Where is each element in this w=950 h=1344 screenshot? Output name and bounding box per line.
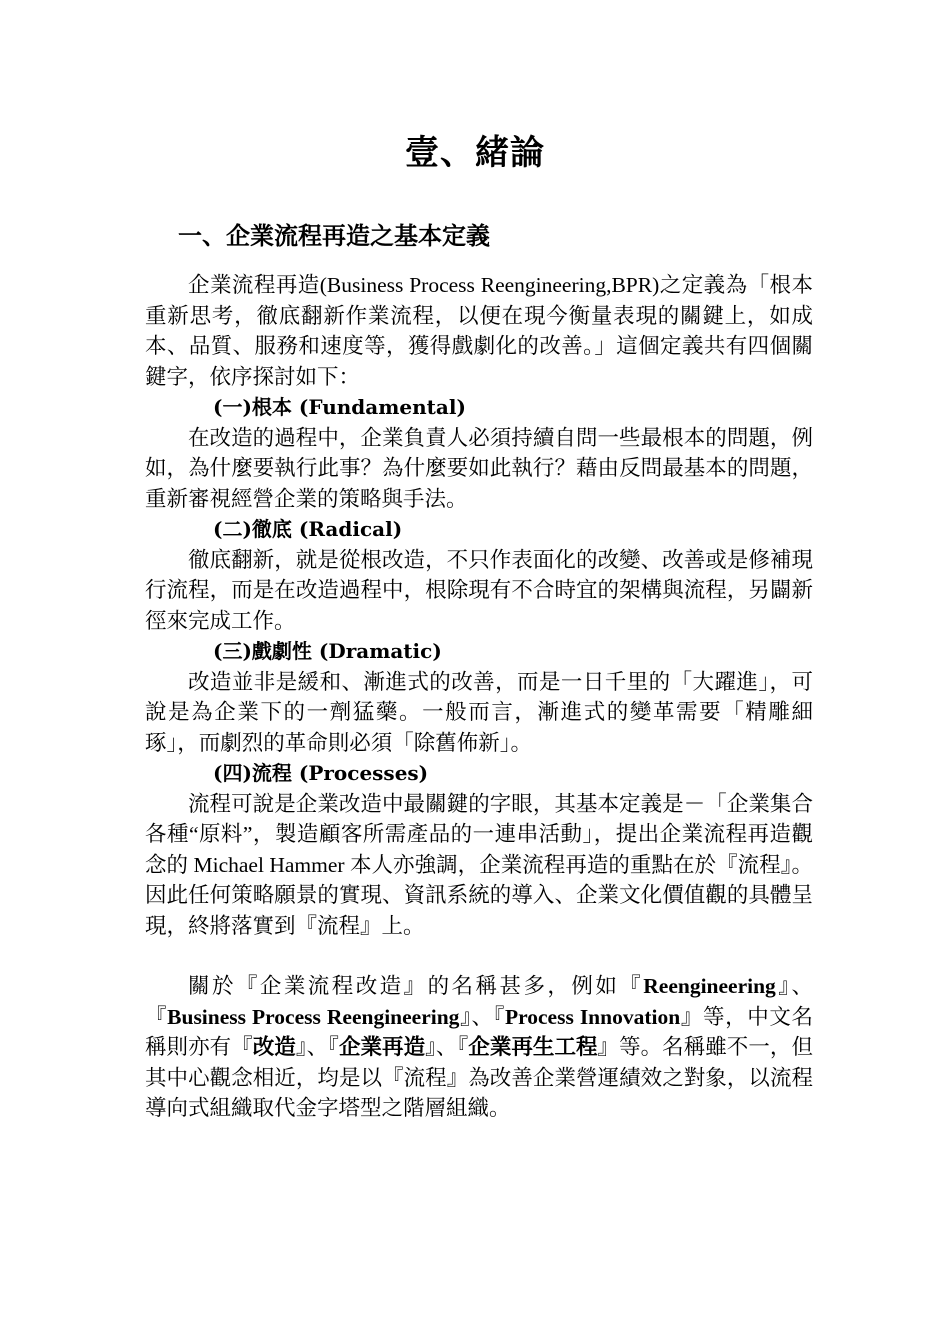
keyword-paragraph-fundamental: 在改造的過程中，企業負責人必須持續自問一些最根本的問題，例如，為什麼要執行此事？為什麼要如此執行？藉由反問最基本的問題，重新審視經營企業的策略與手法。 — [145, 425, 813, 511]
closing-term-bpr: Business Process Reengineering — [167, 1004, 460, 1029]
paragraph-gap — [145, 941, 813, 971]
closing-term-gaizao: 改造 — [252, 1035, 296, 1059]
keyword-paragraph-radical: 徹底翻新，就是從根改造，不只作表面化的改變、改善或是修補現行流程，而是在改造過程中，根除現有不合時宜的架構與流程，另闢新徑來完成工作。 — [145, 547, 813, 633]
page-title: 壹、緒論 — [405, 135, 545, 172]
keyword-heading-processes: (四)流程 (Processes) — [213, 761, 429, 785]
closing-text-3: 』、『 — [459, 1004, 505, 1029]
closing-term-qiye-zaizao: 企業再造 — [338, 1035, 426, 1059]
closing-term-qiye-zaisheng: 企業再生工程 — [468, 1035, 598, 1059]
closing-text-4: 』等，中文名稱則亦有『 — [145, 1004, 813, 1059]
keyword-heading-dramatic: (三)戲劇性 (Dramatic) — [213, 639, 442, 663]
closing-text-6: 』、『 — [425, 1035, 469, 1059]
closing-text-5: 』、『 — [295, 1035, 339, 1059]
intro-paragraph: 企業流程再造(Business Process Reengineering,BPR)之定義為「根本重新思考，徹底翻新作業流程，以便在現今衡量表現的關鍵上，如成本、品質、服務和速度等，獲得戲劇化的改善。」這個定義共有四個關鍵字，依序探討如下： — [145, 273, 813, 389]
closing-term-process-innovation: Process Innovation — [504, 1004, 681, 1029]
closing-text-2: 』、『 — [145, 974, 813, 1029]
keyword-heading-radical: (二)徹底 (Radical) — [213, 517, 403, 541]
closing-paragraph — [145, 971, 813, 1124]
keyword-heading-fundamental: (一)根本 (Fundamental) — [213, 395, 466, 419]
closing-text-7: 』等。名稱雖不一，但其中心觀念相近，均是以『流程』為改善企業營運績效之對象，以流程導向式組織取代金字塔型之階層組織。 — [145, 1035, 813, 1120]
keyword-paragraph-processes: 流程可說是企業改造中最關鍵的字眼，其基本定義是－「企業集合各種“原料”，製造顧客所需產品的一連串活動」，提出企業流程再造觀念的 Michael Hammer 本人亦強調，企業流程再造的重點在於『流程』。因此任何策略願景的實現、資訊系統的導入、企業文化價值觀的具體呈現，終將落實到『流程』上。 — [145, 791, 813, 938]
section-heading: 一、企業流程再造之基本定義 — [178, 224, 490, 250]
closing-text-1: 關於『企業流程改造』的名稱甚多，例如『 — [188, 974, 644, 998]
keyword-paragraph-dramatic: 改造並非是緩和、漸進式的改善，而是一日千里的「大躍進」，可說是為企業下的一劑猛藥。一般而言，漸進式的變革需要「精雕細琢」，而劇烈的革命則必須「除舊佈新」。 — [145, 669, 813, 755]
closing-term-reengineering: Reengineering — [643, 974, 776, 998]
document-body — [145, 270, 813, 1124]
